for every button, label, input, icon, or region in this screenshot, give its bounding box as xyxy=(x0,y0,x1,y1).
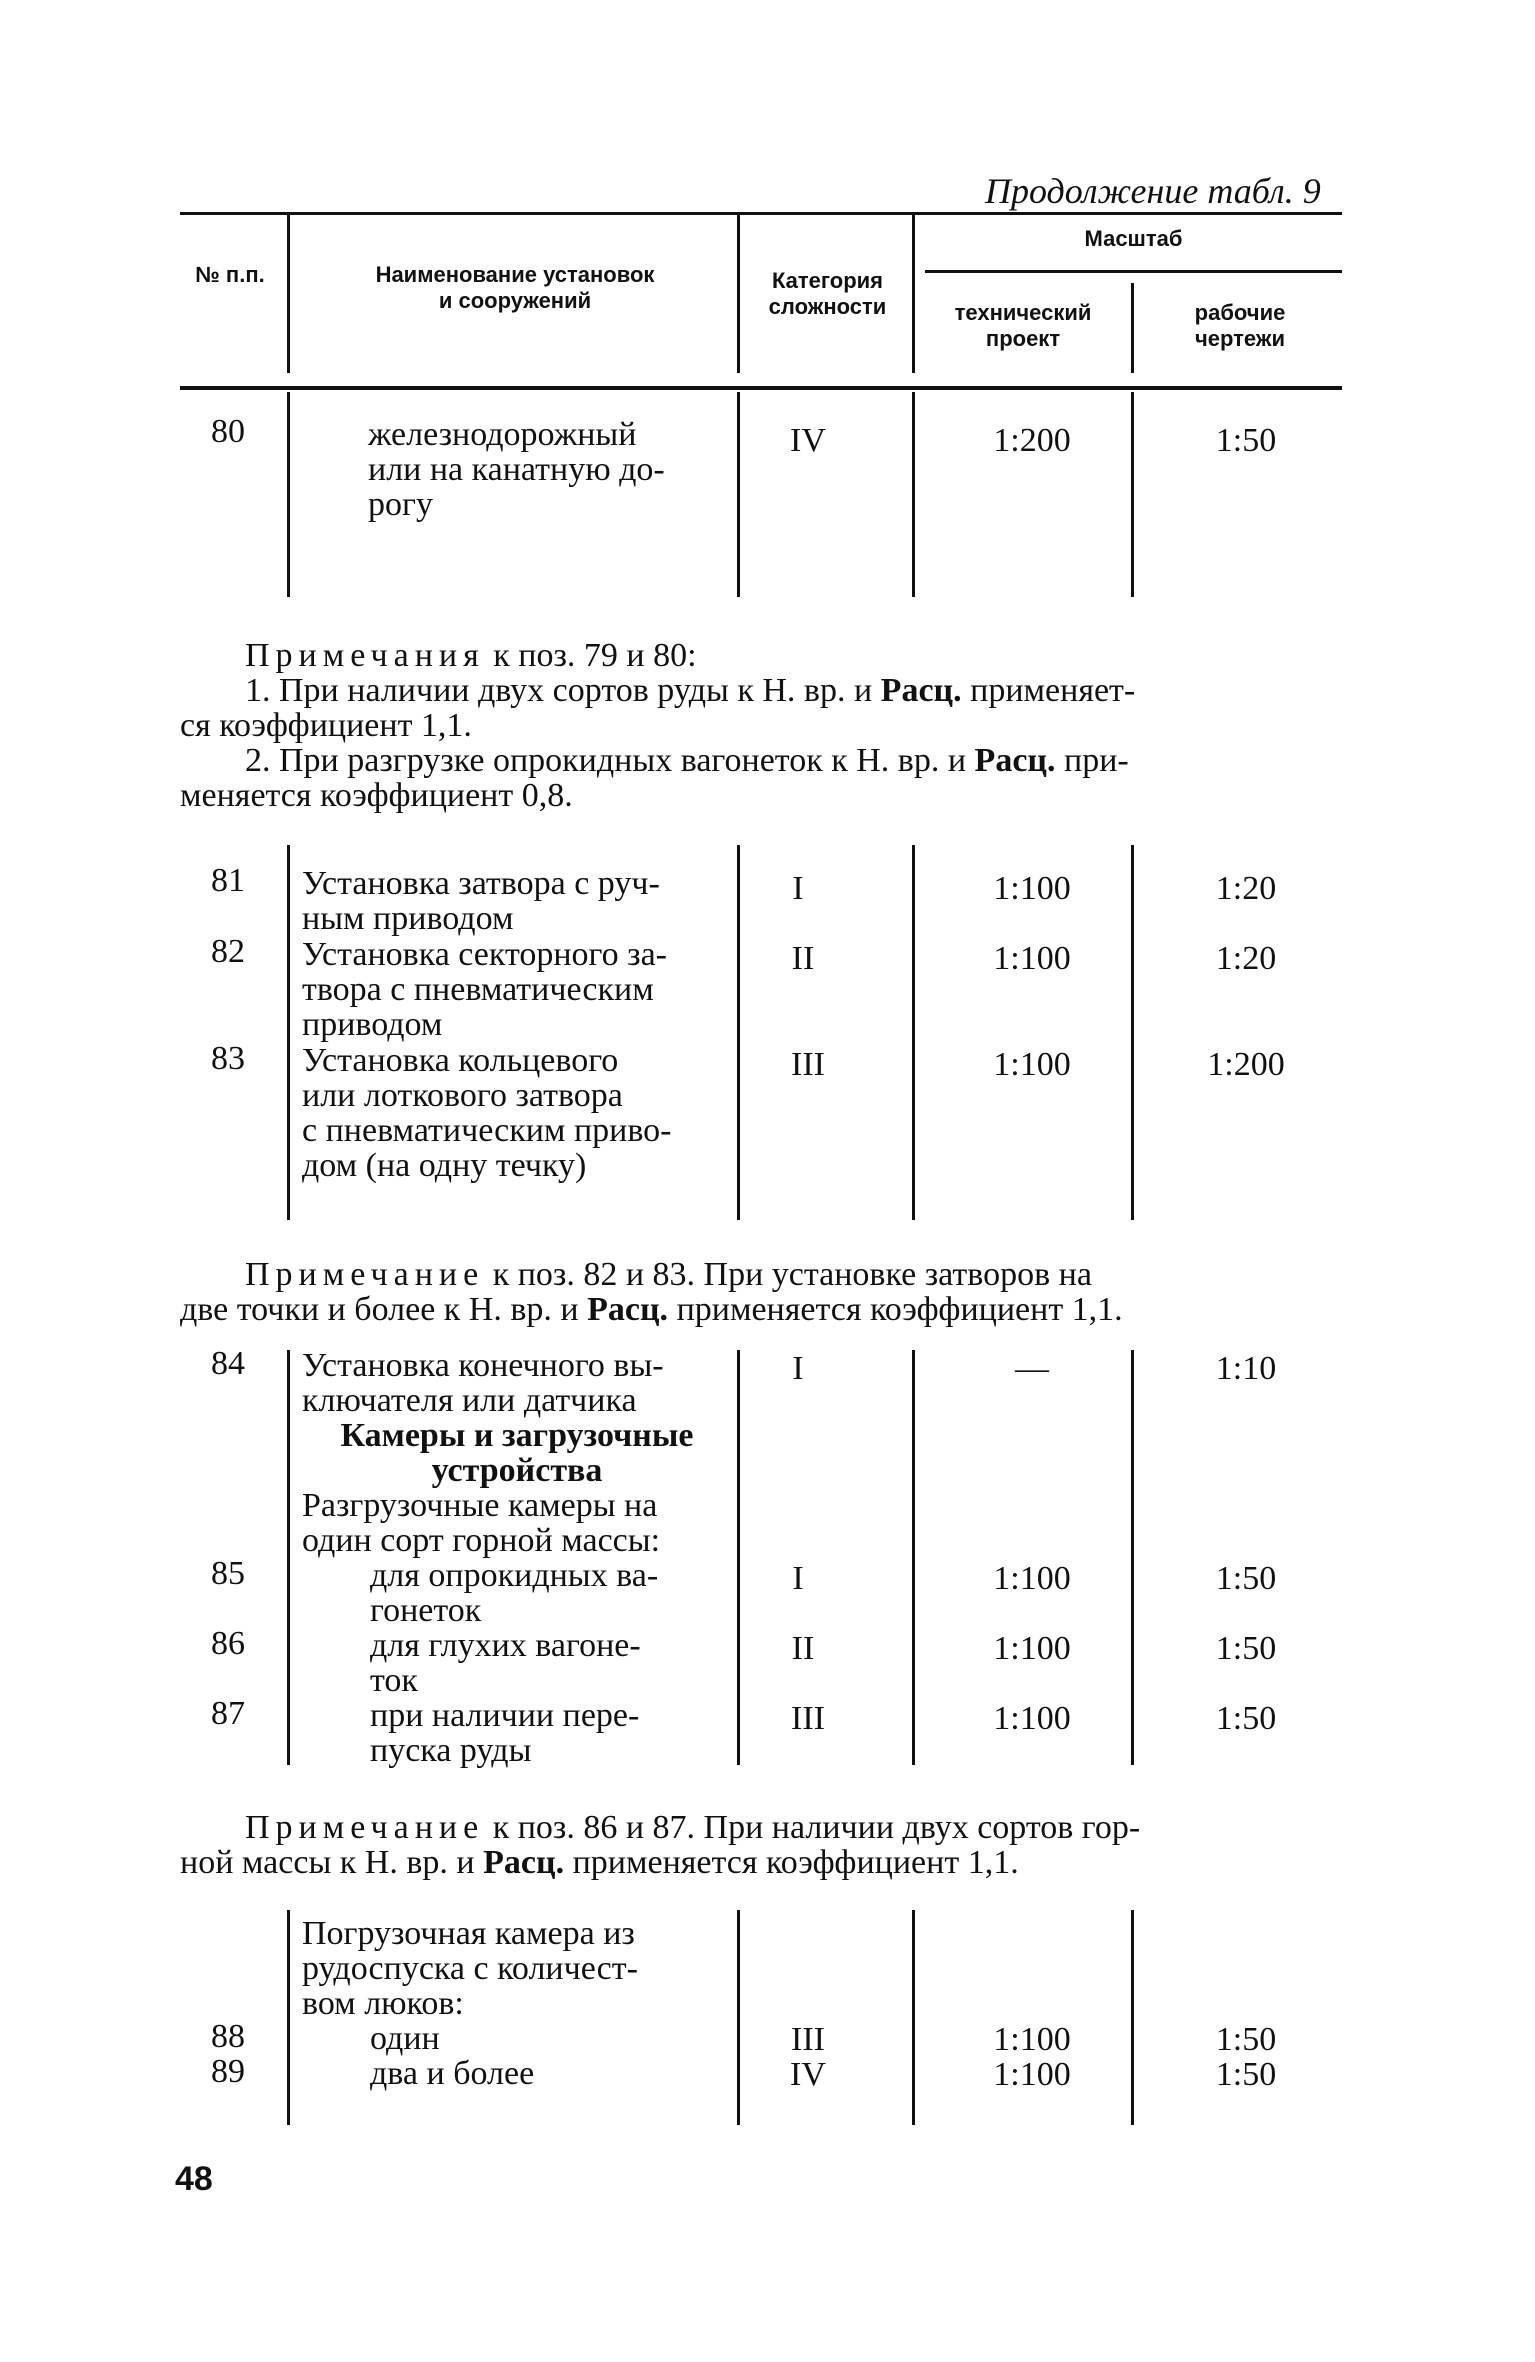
row-tech-scale: 1:100 xyxy=(993,2056,1071,2093)
row-work-scale: 1:50 xyxy=(1215,1700,1277,1737)
header-scale: Масштаб xyxy=(1084,226,1183,251)
block2-divider-4 xyxy=(1131,845,1134,1220)
block1-divider-3 xyxy=(912,392,915,597)
row-number: 87 xyxy=(211,1695,245,1732)
row-number: 83 xyxy=(211,1040,245,1077)
header-divider-1 xyxy=(287,215,290,373)
row-description: железнодорожный или на канатную до- рогу xyxy=(368,416,665,523)
row-description: Установка конечного вы- ключателя или датчика xyxy=(302,1347,664,1419)
header-working-drawings: рабочие чертежи xyxy=(1194,300,1286,351)
note-79-80: Примечания к поз. 79 и 80: 1. При наличии двух сортов руды к Н. вр. и Расц. применяет- ся коэффициент 1,1. 2. При разгрузке опрокидных вагонеток к Н. вр. и Расц. при- меняется коэффициент 0,8. xyxy=(180,637,1136,814)
header-bottom-rule xyxy=(180,386,1342,390)
row-number: 81 xyxy=(211,862,245,899)
row-category: IV xyxy=(790,422,826,459)
row-work-scale: 1:50 xyxy=(1215,422,1277,459)
row-work-scale: 1:50 xyxy=(1215,1560,1277,1597)
row-work-scale: 1:20 xyxy=(1215,870,1277,907)
row-category: III xyxy=(791,1700,825,1737)
block1-divider-2 xyxy=(737,392,740,597)
header-name: Наименование установок и сооружений xyxy=(375,262,655,313)
row-work-scale: 1:50 xyxy=(1215,2021,1277,2058)
row-tech-scale: — xyxy=(1015,1350,1049,1387)
row-tech-scale: 1:100 xyxy=(993,1560,1071,1597)
note-82-83: Примечание к поз. 82 и 83. При установке затворов на две точки и более к Н. вр. и Расц. применяется коэффициент 1,1. xyxy=(180,1256,1123,1328)
block3-divider-2 xyxy=(737,1350,740,1765)
section-heading: Камеры и загрузочные устройства xyxy=(340,1417,694,1489)
block2-divider-2 xyxy=(737,845,740,1220)
table-continuation-caption: Продолжение табл. 9 xyxy=(985,171,1321,211)
row-category: I xyxy=(792,870,804,907)
page-number: 48 xyxy=(175,2160,213,2198)
row-tech-scale: 1:100 xyxy=(993,1630,1071,1667)
header-category: Категория сложности xyxy=(768,268,887,319)
row-description: Установка секторного за- твора с пневматическим приводом xyxy=(302,936,668,1043)
row-description: Установка кольцевого или лоткового затвора с пневматическим приво- дом (на одну течку) xyxy=(302,1042,672,1184)
row-tech-scale: 1:100 xyxy=(993,1046,1071,1083)
block3-divider-1 xyxy=(287,1350,290,1765)
header-tech-project: технический проект xyxy=(954,300,1092,351)
note-86-87: Примечание к поз. 86 и 87. При наличии двух сортов гор- ной массы к Н. вр. и Расц. применяется коэффициент 1,1. xyxy=(180,1809,1141,1881)
row-category: III xyxy=(791,2021,825,2058)
row-work-scale: 1:50 xyxy=(1215,2056,1277,2093)
section-intro: Погрузочная камера из рудоспуска с количест- вом люков: xyxy=(302,1915,638,2022)
header-num: № п.п. xyxy=(195,262,265,287)
row-work-scale: 1:200 xyxy=(1207,1046,1285,1083)
block1-divider-1 xyxy=(287,392,290,597)
block2-divider-1 xyxy=(287,845,290,1220)
row-category: III xyxy=(791,1046,825,1083)
header-divider-4 xyxy=(1131,283,1134,373)
block2-divider-3 xyxy=(912,845,915,1220)
row-category: IV xyxy=(790,2056,826,2093)
row-tech-scale: 1:200 xyxy=(993,422,1071,459)
scale-subheader-rule xyxy=(925,270,1342,273)
row-description: для опрокидных ва- гонеток xyxy=(370,1557,659,1629)
row-category: I xyxy=(792,1350,804,1387)
block4-divider-2 xyxy=(737,1910,740,2125)
block4-divider-4 xyxy=(1131,1910,1134,2125)
row-description: один xyxy=(370,2020,440,2057)
row-tech-scale: 1:100 xyxy=(993,870,1071,907)
block4-divider-3 xyxy=(912,1910,915,2125)
row-tech-scale: 1:100 xyxy=(993,2021,1071,2058)
block3-divider-3 xyxy=(912,1350,915,1765)
header-divider-3 xyxy=(912,215,915,373)
row-category: II xyxy=(791,940,815,977)
row-number: 80 xyxy=(211,413,245,450)
block3-divider-4 xyxy=(1131,1350,1134,1765)
row-number: 86 xyxy=(211,1625,245,1662)
row-number: 85 xyxy=(211,1555,245,1592)
row-number: 82 xyxy=(211,933,245,970)
header-divider-2 xyxy=(737,215,740,373)
row-description: при наличии пере- пуска руды xyxy=(370,1697,640,1769)
row-number: 84 xyxy=(211,1345,245,1382)
row-number: 89 xyxy=(211,2053,245,2090)
header-top-rule xyxy=(180,212,1342,215)
block4-divider-1 xyxy=(287,1910,290,2125)
row-description: два и более xyxy=(370,2055,535,2092)
row-work-scale: 1:10 xyxy=(1215,1350,1277,1387)
row-tech-scale: 1:100 xyxy=(993,940,1071,977)
row-work-scale: 1:50 xyxy=(1215,1630,1277,1667)
row-category: I xyxy=(792,1560,804,1597)
row-work-scale: 1:20 xyxy=(1215,940,1277,977)
section-intro: Разгрузочные камеры на один сорт горной массы: xyxy=(302,1487,661,1559)
block1-divider-4 xyxy=(1131,392,1134,597)
row-description: для глухих вагоне- ток xyxy=(370,1627,641,1699)
row-category: II xyxy=(791,1630,815,1667)
row-description: Установка затвора с руч- ным приводом xyxy=(302,865,660,937)
row-tech-scale: 1:100 xyxy=(993,1700,1071,1737)
row-number: 88 xyxy=(211,2018,245,2055)
